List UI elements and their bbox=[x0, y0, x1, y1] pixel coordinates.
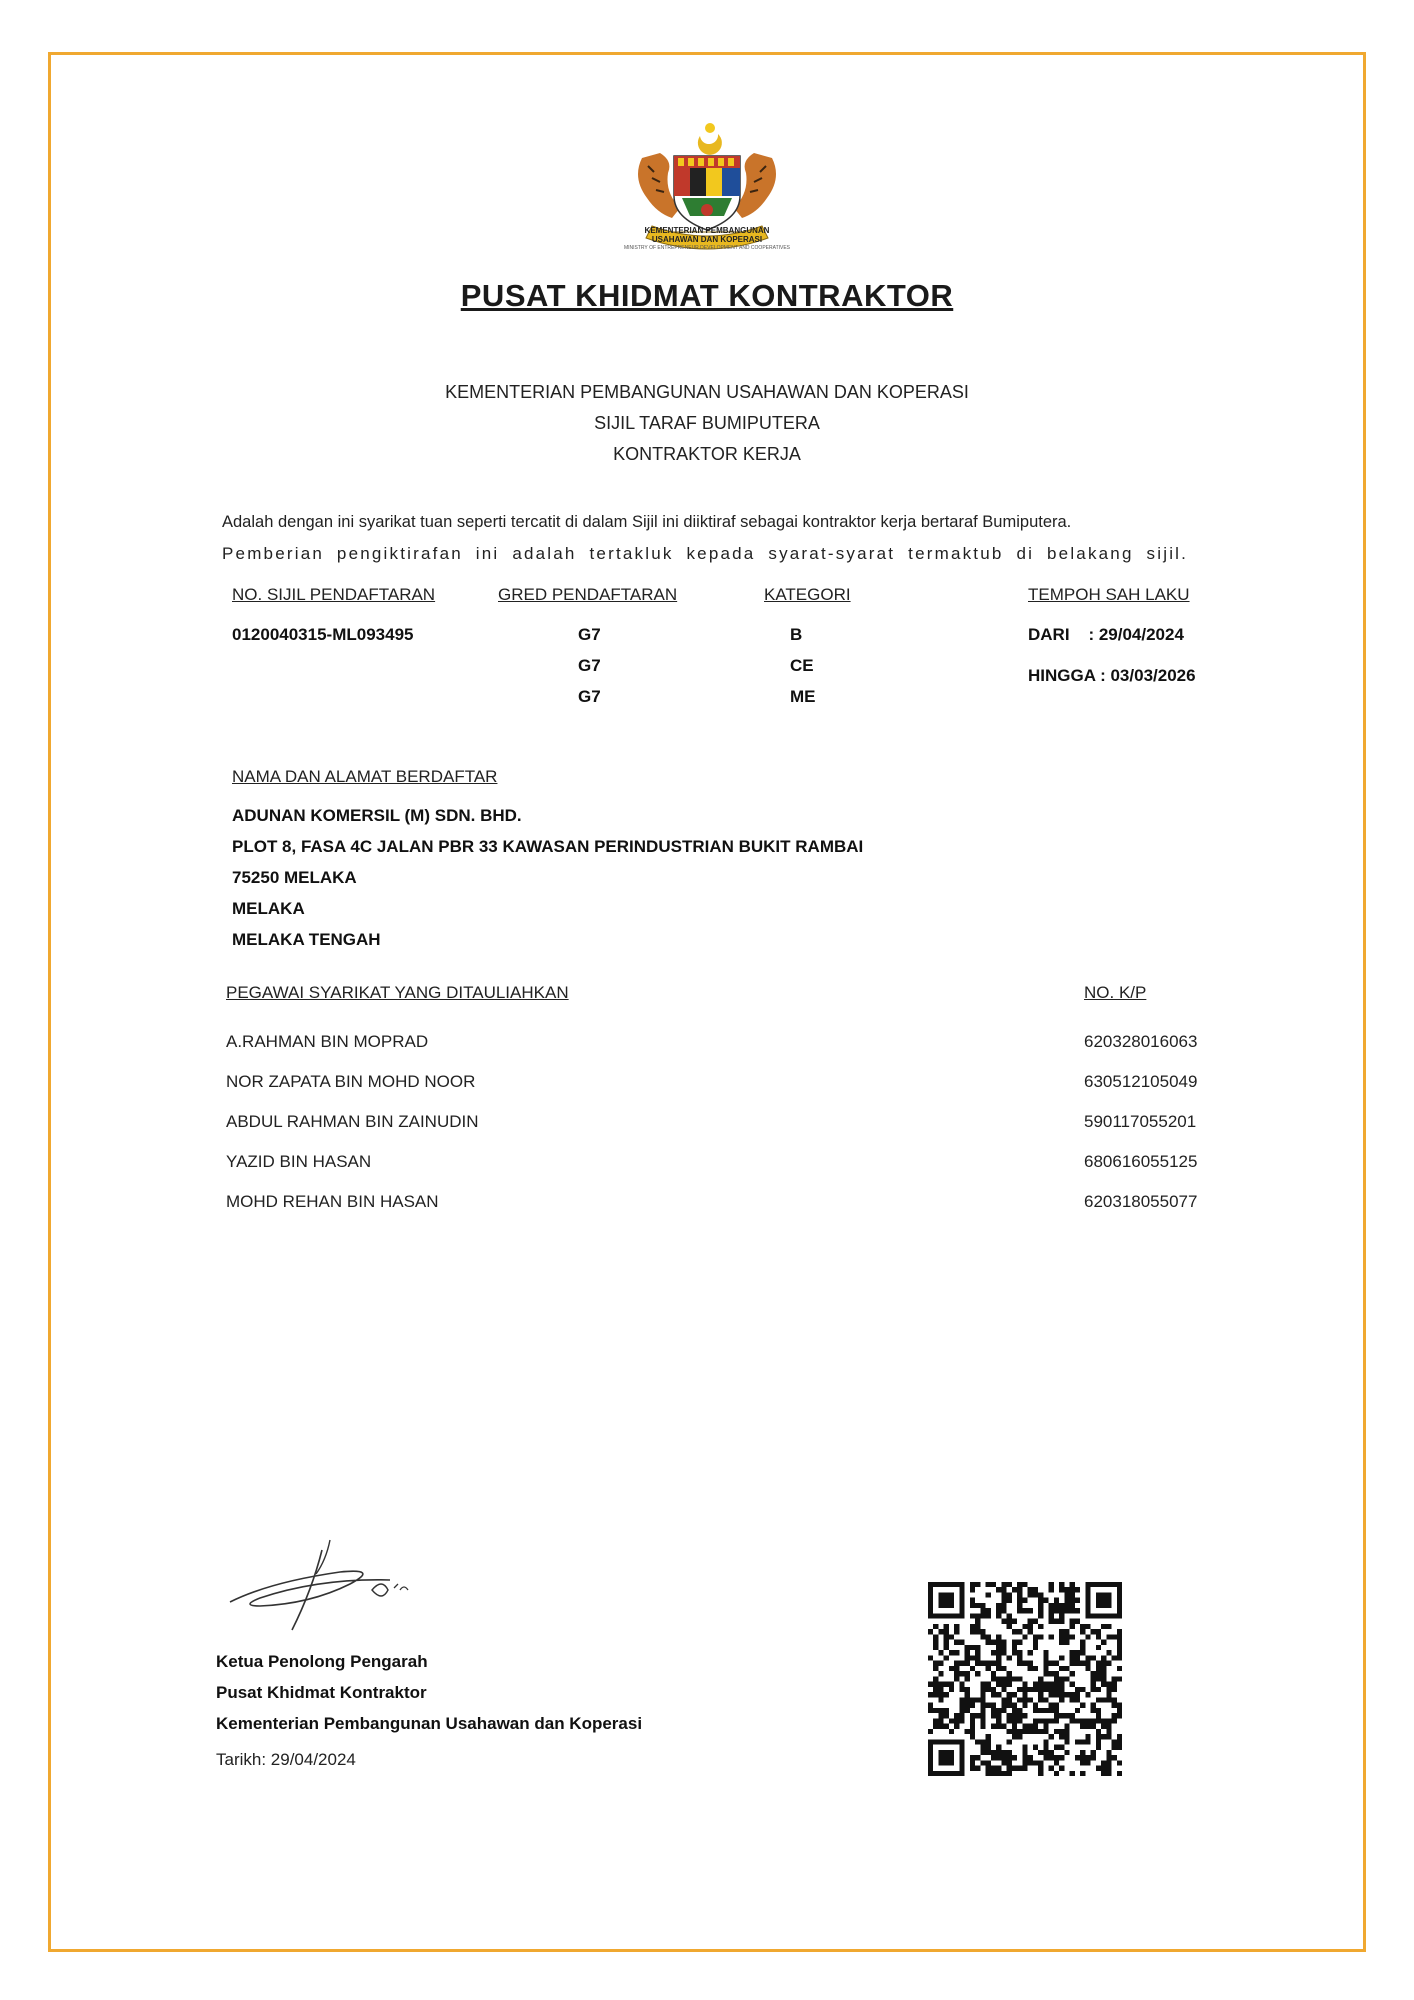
officer-ic: 680616055125 bbox=[1084, 1152, 1198, 1171]
intro-line-2: Pemberian pengiktirafan ini adalah tertakluk kepada syarat-syarat termaktub di belakang sijil. bbox=[222, 544, 1189, 563]
signatory-department: Pusat Khidmat Kontraktor bbox=[216, 1683, 427, 1702]
signatory-title: Ketua Penolong Pengarah bbox=[216, 1652, 428, 1671]
grade-value: G7 bbox=[578, 687, 601, 706]
address-line: MELAKA TENGAH bbox=[232, 930, 381, 949]
logo-caption-line1: KEMENTERIAN PEMBANGUNAN bbox=[644, 226, 770, 235]
category-value: B bbox=[790, 625, 803, 644]
grade-value: G7 bbox=[578, 656, 601, 675]
officer-name: A.RAHMAN BIN MOPRAD bbox=[226, 1032, 429, 1051]
signatory-ministry: Kementerian Pembangunan Usahawan dan Koperasi bbox=[216, 1714, 643, 1733]
logo-caption-line2: USAHAWAN DAN KOPERASI bbox=[651, 235, 763, 244]
header-address: NAMA DAN ALAMAT BERDAFTAR bbox=[232, 767, 498, 786]
address-line: MELAKA bbox=[232, 899, 305, 918]
subtitle-ministry: KEMENTERIAN PEMBANGUNAN USAHAWAN DAN KOPERASI bbox=[445, 382, 969, 402]
company-name: ADUNAN KOMERSIL (M) SDN. BHD. bbox=[232, 806, 522, 825]
grade-value: G7 bbox=[578, 625, 601, 644]
officer-name: NOR ZAPATA BIN MOHD NOOR bbox=[226, 1072, 476, 1091]
officer-ic: 620328016063 bbox=[1084, 1032, 1198, 1051]
logo-caption-line3: MINISTRY OF ENTREPRENEUR DEVELOPMENT AND COOPERATIVES bbox=[623, 245, 791, 251]
no-sijil-value: 0120040315-ML093495 bbox=[232, 625, 414, 644]
address-line: 75250 MELAKA bbox=[232, 868, 357, 887]
intro-line-1: Adalah dengan ini syarikat tuan seperti tercatit di dalam Sijil ini diiktiraf sebagai kontraktor kerja bertaraf Bumiputera. bbox=[222, 513, 1072, 531]
officer-ic: 590117055201 bbox=[1084, 1112, 1197, 1131]
validity-to: HINGGA : 03/03/2026 bbox=[1028, 666, 1196, 685]
officer-name: ABDUL RAHMAN BIN ZAINUDIN bbox=[226, 1112, 479, 1131]
header-kategori: KATEGORI bbox=[764, 585, 851, 604]
subtitle-certificate: SIJIL TARAF BUMIPUTERA bbox=[594, 413, 820, 433]
header-tempoh: TEMPOH SAH LAKU bbox=[1028, 585, 1190, 604]
category-value: CE bbox=[790, 656, 814, 675]
signature bbox=[222, 1530, 462, 1640]
address-line: PLOT 8, FASA 4C JALAN PBR 33 KAWASAN PERINDUSTRIAN BUKIT RAMBAI bbox=[232, 837, 864, 856]
issue-date: Tarikh: 29/04/2024 bbox=[216, 1750, 356, 1769]
officer-name: YAZID BIN HASAN bbox=[226, 1152, 372, 1171]
header-no-sijil: NO. SIJIL PENDAFTARAN bbox=[232, 585, 436, 604]
logo-caption bbox=[580, 226, 834, 253]
header-officers: PEGAWAI SYARIKAT YANG DITAULIAHKAN bbox=[226, 983, 569, 1002]
category-value: ME bbox=[790, 687, 816, 706]
officer-ic: 630512105049 bbox=[1084, 1072, 1198, 1091]
officer-ic: 620318055077 bbox=[1084, 1192, 1198, 1211]
validity-from: DARI : 29/04/2024 bbox=[1028, 625, 1184, 644]
officer-name: MOHD REHAN BIN HASAN bbox=[226, 1192, 439, 1211]
page-title: PUSAT KHIDMAT KONTRAKTOR bbox=[460, 278, 954, 313]
subtitle-contractor-type: KONTRAKTOR KERJA bbox=[613, 444, 801, 464]
header-gred: GRED PENDAFTARAN bbox=[498, 585, 678, 604]
header-ic-number: NO. K/P bbox=[1084, 983, 1147, 1002]
qr-code[interactable] bbox=[928, 1582, 1122, 1776]
